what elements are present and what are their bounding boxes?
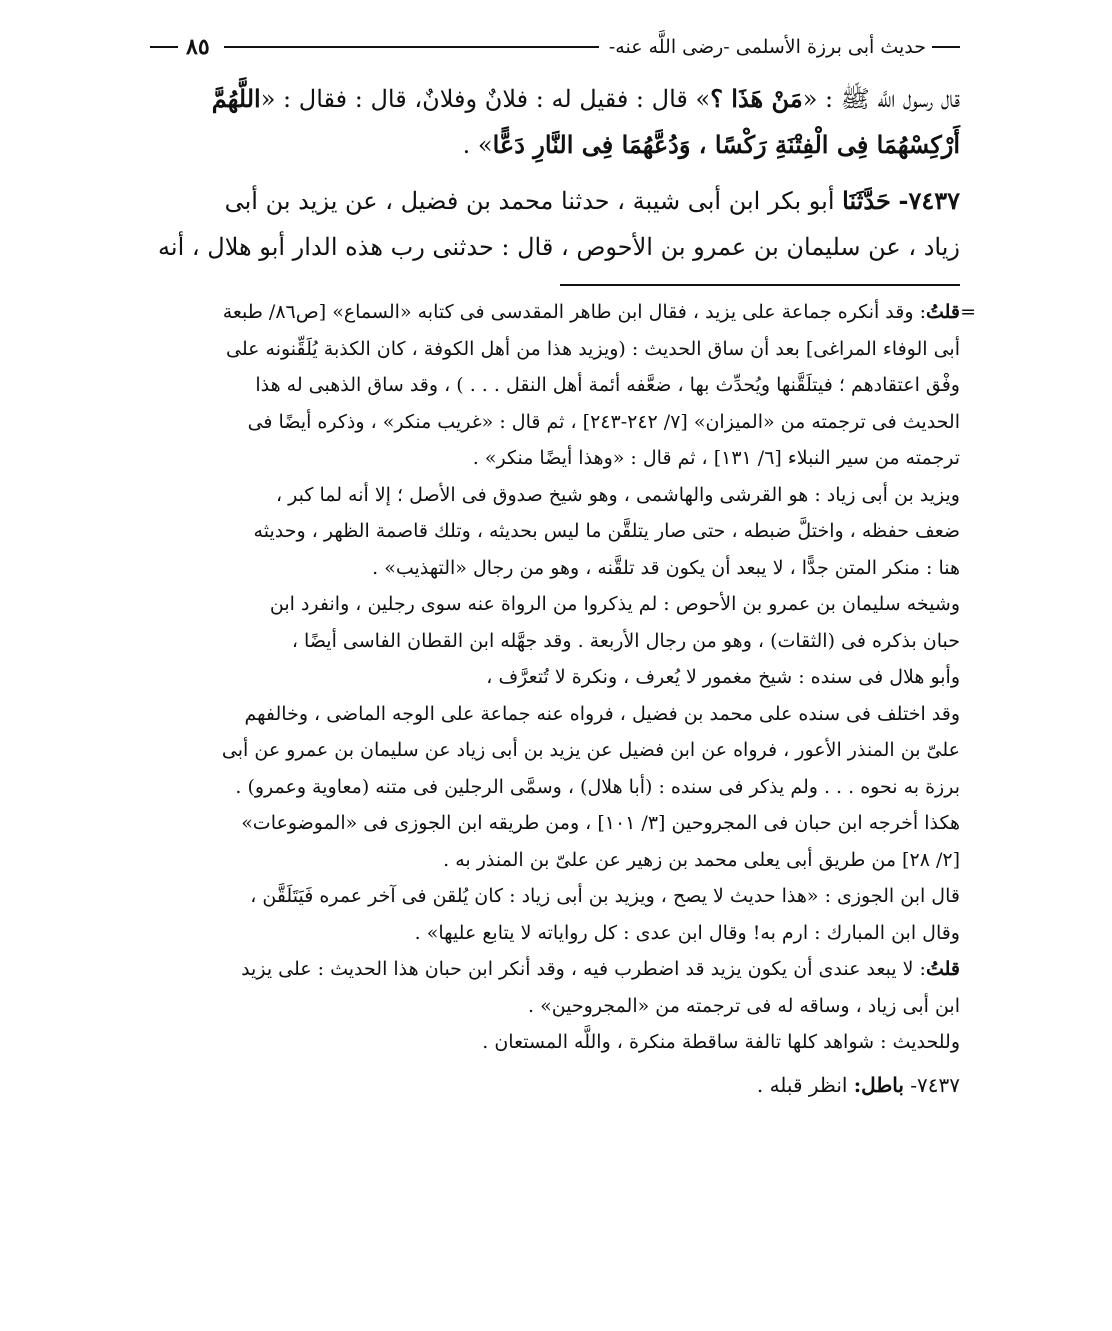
footnote-line: هنا : منكر المتن جدًّا ، لا يبعد أن يكون قد تلقَّنه ، وهو من رجال «التهذيب» . <box>372 556 960 579</box>
hadith-text-continued <box>150 76 960 168</box>
prophet-dua: أَرْكِسْهُمَا فِى الْفِتْنَةِ رَكْسًا ، وَدُعَّهُمَا فِى النَّارِ دَعًّا <box>492 130 960 159</box>
footnotes <box>150 294 976 1061</box>
footnote-line: ترجمته من سير النبلاء [٦/ ١٣١] ، ثم قال : «وهذا أيضًا منكر» . <box>472 447 960 469</box>
header-dash-left <box>150 46 178 48</box>
header-dash-right <box>932 46 960 48</box>
prophet-quote: مَنْ هَذَا ؟ <box>710 84 803 113</box>
prophet-dua-start: اللَّهُمَّ <box>211 84 261 113</box>
footnote-line: ضعف حفظه ، واختلَّ ضبطه ، حتى صار يتلقَّن ما ليس بحديثه ، وتلك قاصمة الظهر ، وحديثه <box>253 520 960 542</box>
footnote-separator <box>560 284 960 286</box>
footnote-line: : وقد أنكره جماعة على يزيد ، فقال ابن طاهر المقدسى فى كتابه «السماع» [ص٨٦/ طبعة <box>222 301 926 323</box>
footnote-paragraph <box>150 951 960 1024</box>
footnote-label: قلتُ <box>925 301 960 323</box>
ruling-line <box>150 1065 960 1105</box>
footnote-line: علىّ بن المنذر الأعور ، فرواه عن ابن فضيل عن يزيد بن أبى زياد عن سليمان بن عمرو عن أبى <box>221 739 960 761</box>
footnote-line: هكذا أخرجه ابن حبان فى المجروحين [٣/ ١٠١] ، ومن طريقه ابن الجوزى فى «الموضوعات» <box>241 812 960 834</box>
ruling-number: ٧٤٣٧- <box>910 1072 960 1097</box>
text-segment: » . <box>462 131 493 159</box>
text-segment: » قال : فقيل له : فلانٌ وفلانٌ، قال : فقال : « <box>260 85 711 113</box>
footnote-paragraph <box>150 696 960 806</box>
footnote-line: وأبو هلال فى سنده : شيخ مغمور لا يُعرف ، ونكرة لا تُتعرَّف ، <box>486 666 960 688</box>
footnote-line: الحديث فى ترجمته من «الميزان» [٧/ ٢٤٢-٢٤٣] ، ثم قال : «غريب منكر» ، وذكره أيضًا فى <box>247 410 960 433</box>
footnote-paragraph <box>150 294 976 477</box>
hadith-number: ٧٤٣٧- <box>898 186 960 215</box>
footnote-line: ابن أبى زياد ، وساقه له فى ترجمته من «المجروحين» . <box>528 994 960 1017</box>
footnote-line: حبان بذكره فى (الثقات) ، وهو من رجال الأربعة . وقد جهَّله ابن القطان الفاسى أيضًا ، <box>291 629 960 652</box>
running-title: حديث أبى برزة الأسلمى -رضى اللَّه عنه- <box>608 36 926 58</box>
footnote-line: ويزيد بن أبى زياد : هو القرشى والهاشمى ، وهو شيخ صدوق فى الأصل ؛ إلا أنه لما كبر ، <box>275 483 960 506</box>
page-number: ٨٥ <box>186 34 210 60</box>
footnote-label: قلتُ <box>925 958 960 980</box>
main-text <box>150 76 960 270</box>
footnote-line: وفْق اعتقادهم ؛ فيتلَقَّنها ويُحدِّث بها ، ضعَّفه أئمة أهل النقل . . . ) ، وقد ساق الذهبى له هذا <box>255 374 960 396</box>
footnote-line: وللحديث : شواهد كلها تالفة ساقطة منكرة ، واللَّه المستعان . <box>482 1031 960 1053</box>
footnote-line: [٢/ ٢٨] من طريق أبى يعلى محمد بن زهير عن علىّ بن المنذر به . <box>443 848 960 871</box>
footnote-paragraph <box>150 1024 960 1061</box>
footnote-paragraph <box>150 805 960 878</box>
footnote-paragraph <box>150 878 960 951</box>
ruling-text: انظر قبله . <box>756 1072 848 1097</box>
footnote-line: برزة به نحوه . . . ولم يذكر فى سنده : (أبا هلال) ، وسمَّى الرجلين فى متنه (معاوية وعمرو) . <box>235 775 960 798</box>
footnote-paragraph <box>150 659 960 696</box>
footnote-line: أبى الوفاء المراغى] بعد أن ساق الحديث : (ويزيد هذا من أهل الكوفة ، كان الكذبة يُلَقِّنونه على <box>226 337 960 360</box>
header-rule <box>224 46 599 48</box>
hadith-lead: حَدَّثَنَا <box>842 186 891 215</box>
isnad-line: زياد ، عن سليمان بن عمرو بن الأحوص ، قال : حدثنى رب هذه الدار أبو هلال ، أنه <box>158 233 960 261</box>
footnote-line: وقد اختلف فى سنده على محمد بن فضيل ، فرواه عنه جماعة على الوجه الماضى ، وخالفهم <box>244 702 960 725</box>
ruling-label: باطل: <box>853 1072 904 1097</box>
footnote-line: وقال ابن المبارك : ارم به! وقال ابن عدى : كل رواياته لا يتابع عليها» . <box>414 921 960 944</box>
hadith-7437 <box>150 178 960 270</box>
footnote-line: قال ابن الجوزى : «هذا حديث لا يصح ، ويزيد بن أبى زياد : كان يُلقن فى آخر عمره فَيَتَلَقَّن ، <box>250 885 960 907</box>
footnote-line: وشيخه سليمان بن عمرو بن الأحوص : لم يذكروا من الرواة عنه سوى رجلين ، وانفرد ابن <box>269 593 960 615</box>
continuation-mark: = <box>960 301 976 323</box>
book-page <box>150 24 976 1105</box>
footnote-line: : لا يبعد عندى أن يكون يزيد قد اضطرب فيه ، وقد أنكر ابن حبان هذا الحديث : على يزيد <box>241 958 926 980</box>
text-segment: قال رسول اللَّه ﷺ : « <box>802 85 960 113</box>
isnad-line: أبو بكر ابن أبى شيبة ، حدثنا محمد بن فضيل ، عن يزيد بن أبى <box>224 187 835 215</box>
running-header <box>150 24 960 70</box>
footnote-paragraph <box>150 477 960 587</box>
footnote-paragraph <box>150 586 960 659</box>
